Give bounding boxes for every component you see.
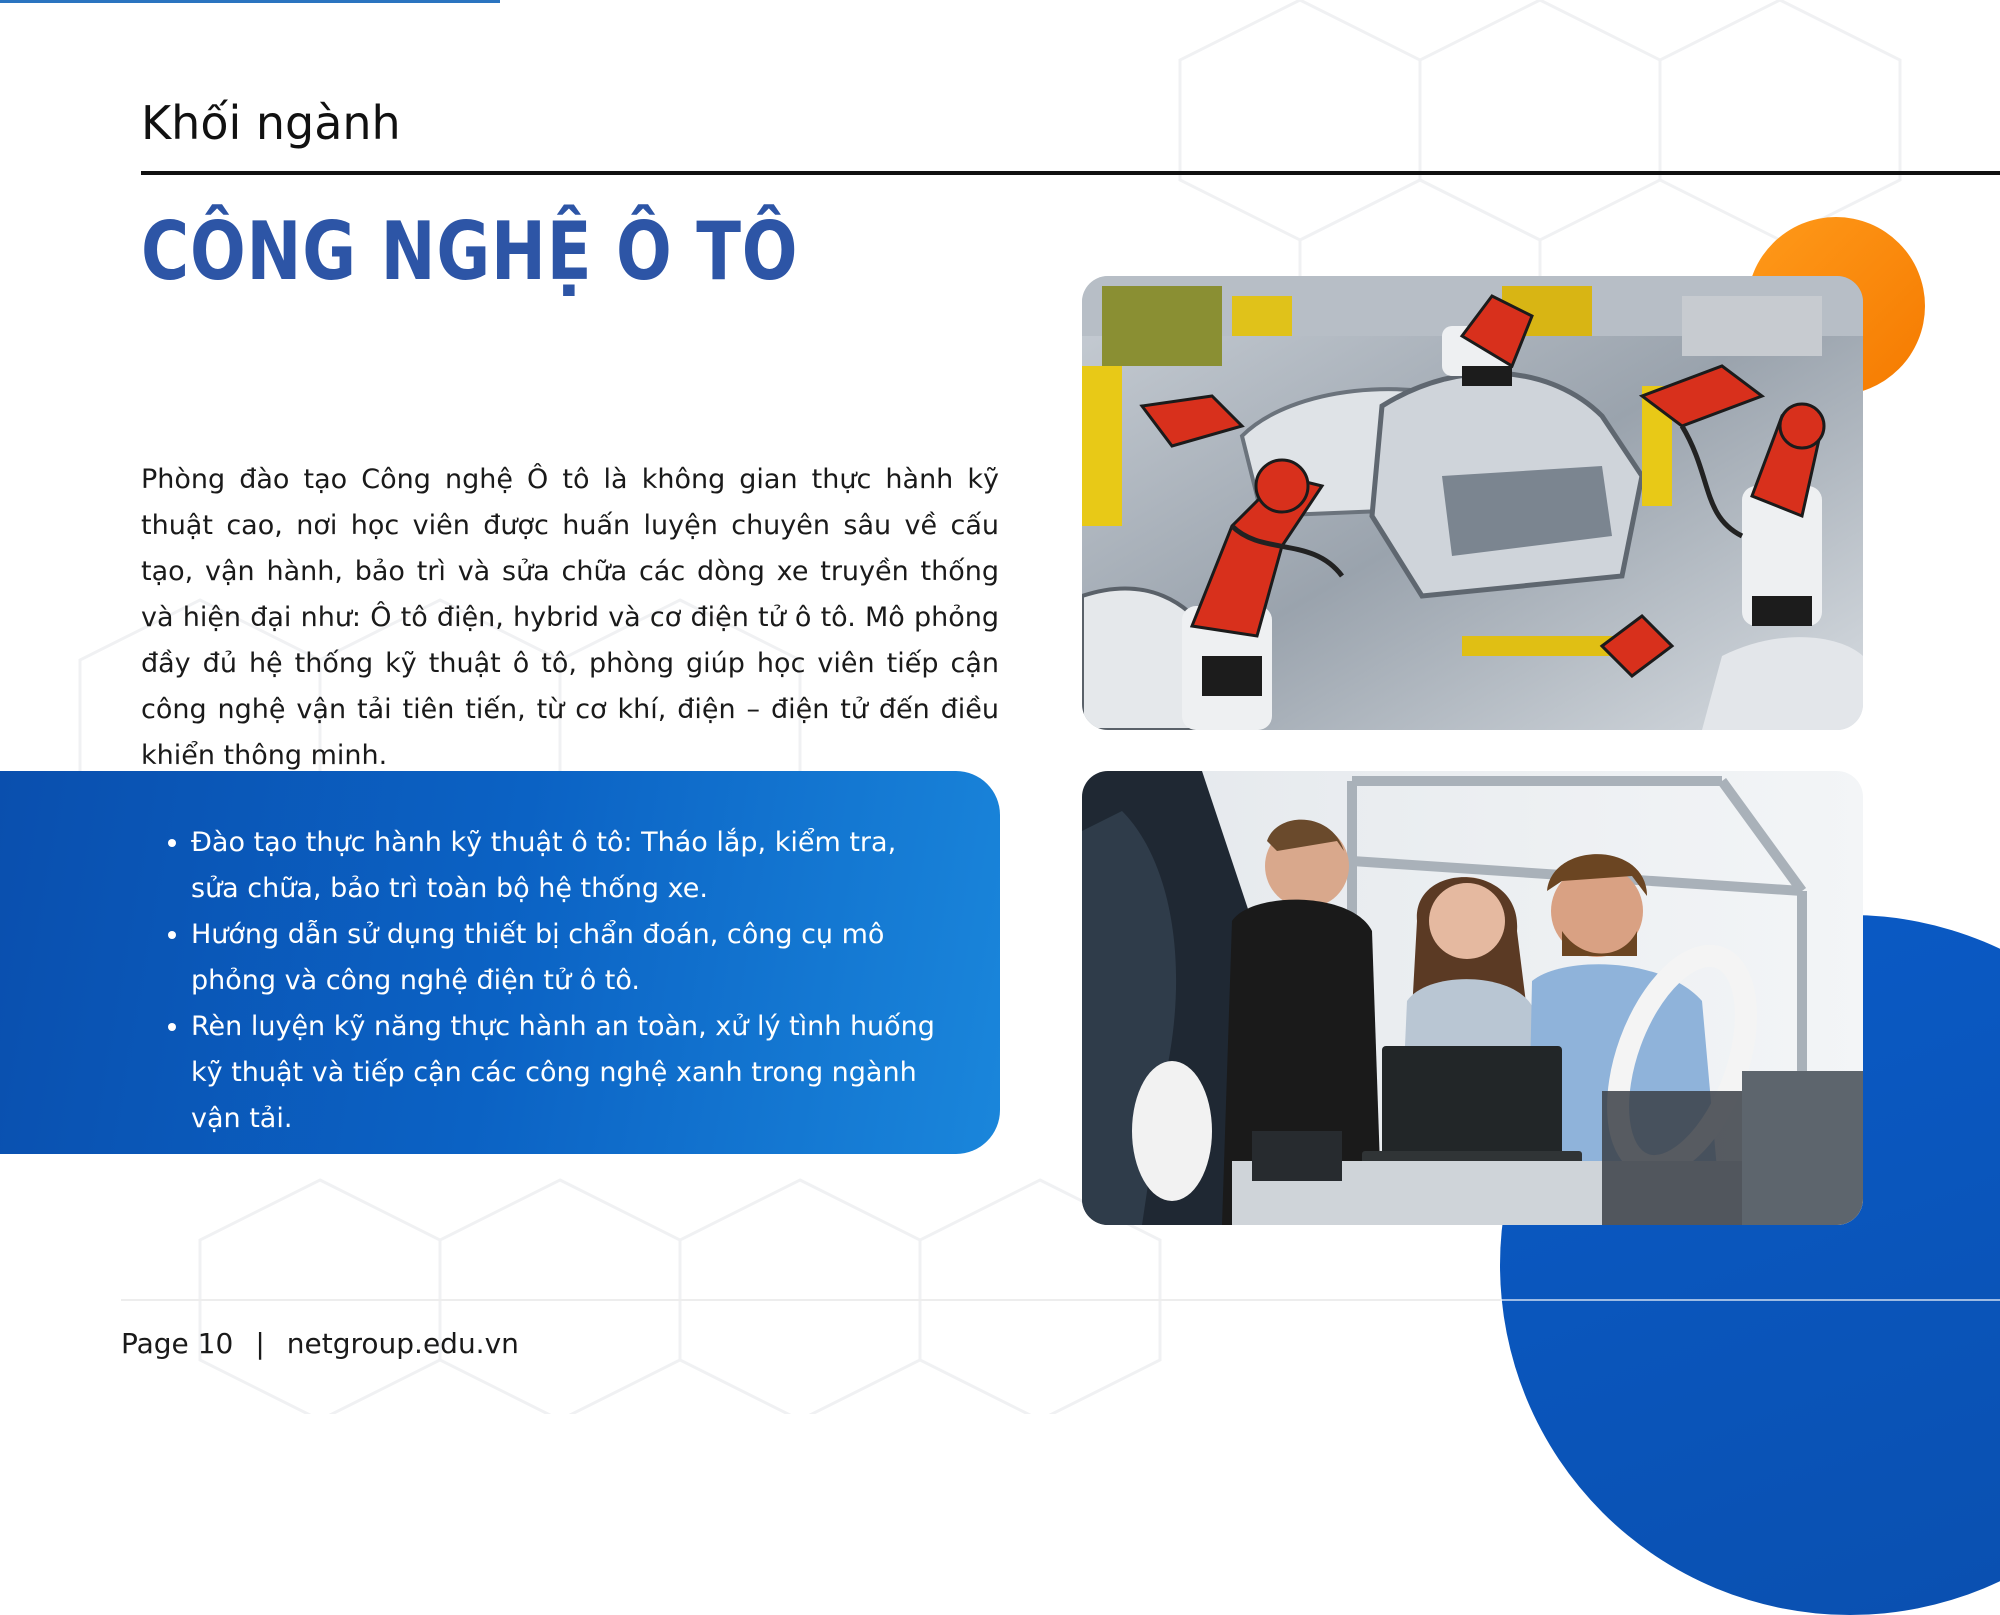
page-footer xyxy=(121,1327,519,1360)
top-accent-line xyxy=(0,0,500,3)
students-lab-photo xyxy=(1082,771,1863,1225)
section-kicker: Khối ngành xyxy=(141,96,401,150)
intro-paragraph: Phòng đào tạo Công nghệ Ô tô là không gian thực hành kỹ thuật cao, nơi học viên được huấn luyện chuyên sâu về cấu tạo, vận hành, bảo trì và sửa chữa các dòng xe truyền thống và hiện đại như: Ô tô điện, hybrid và cơ điện tử ô tô. Mô phỏng đầy đủ hệ thống kỹ thuật ô tô, phòng giúp học viên tiếp cận công nghệ vận tải tiên tiến, từ cơ khí, điện – điện tử đến điều khiển thông minh. xyxy=(141,464,999,771)
page-number: Page 10 xyxy=(121,1327,234,1360)
website-link[interactable]: netgroup.edu.vn xyxy=(286,1327,519,1360)
header-divider xyxy=(141,171,2000,175)
page-title: CÔNG NGHỆ Ô TÔ xyxy=(141,205,799,298)
highlight-item: • Đào tạo thực hành kỹ thuật ô tô: Tháo lắp, kiểm tra, sửa chữa, bảo trì toàn bộ hệ thống xe. xyxy=(191,820,943,912)
highlight-item: • Rèn luyện kỹ năng thực hành an toàn, xử lý tình huống kỹ thuật và tiếp cận các công nghệ xanh trong ngành vận tải. xyxy=(191,1004,943,1142)
footer-divider xyxy=(121,1299,1501,1301)
decorative-line xyxy=(1500,1299,2000,1301)
highlight-item: • Hướng dẫn sử dụng thiết bị chẩn đoán, công cụ mô phỏng và công nghệ điện tử ô tô. xyxy=(191,912,943,1004)
highlights-list xyxy=(141,820,943,1142)
robot-assembly-photo xyxy=(1082,276,1863,730)
footer-separator: | xyxy=(255,1327,265,1360)
